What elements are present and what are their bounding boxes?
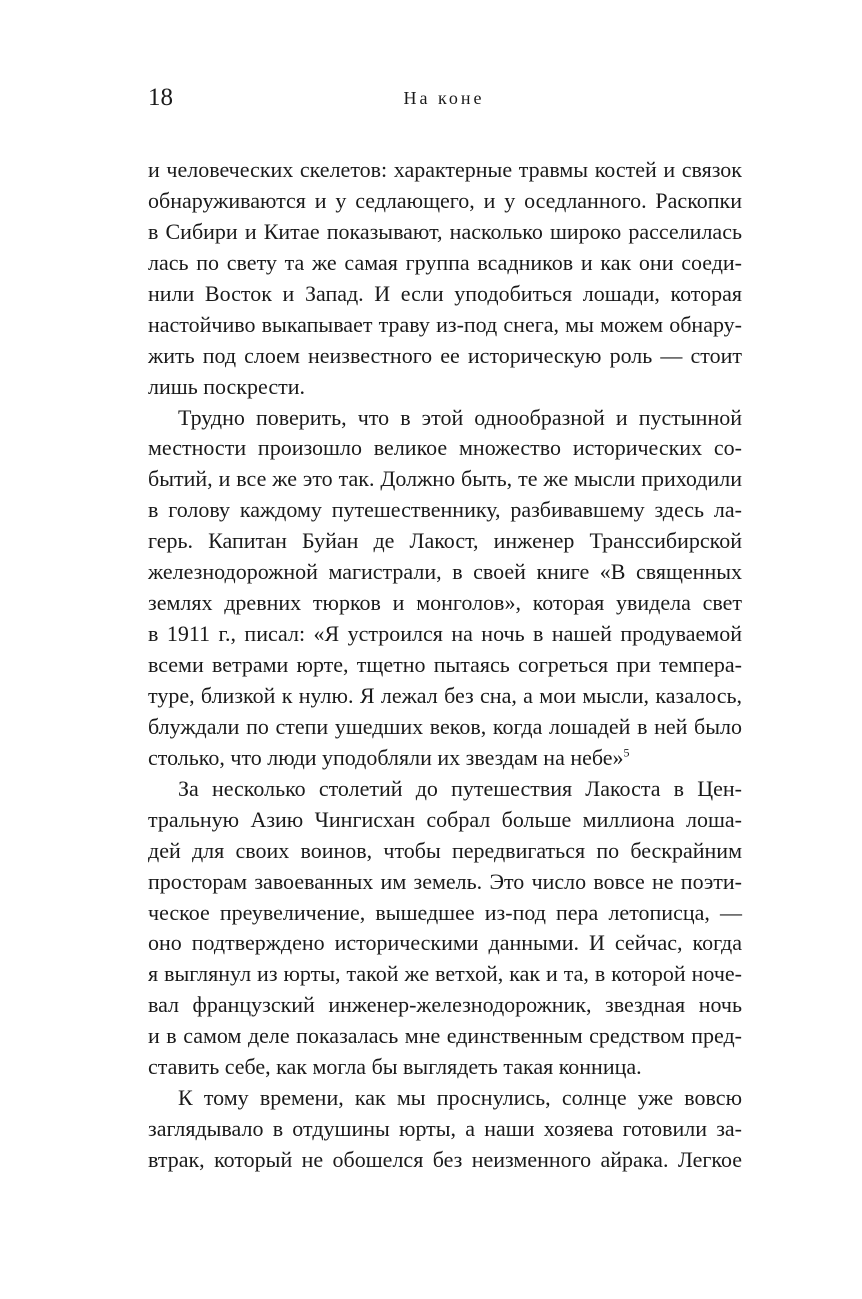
text-line: ческое преувеличение, вышедшее из-под пера летописца, —	[148, 899, 742, 925]
text-line: герь. Капитан Буйан де Лакост, инженер Транссибирской	[148, 528, 742, 554]
text-line: землях древних тюрков и монголов», которая увидела свет	[148, 590, 742, 616]
text-line: в 1911 г., писал: «Я устроился на ночь в нашей продуваемой	[148, 621, 742, 647]
text-line-with-footnote	[148, 743, 742, 774]
text-line: я выглянул из юрты, такой же ветхой, как и та, в которой ноче-	[148, 961, 742, 987]
text-line: заглядывало в отдушины юрты, а наши хозяева готовили за-	[148, 1116, 742, 1142]
text-line: железнодорожной магистрали, в своей книге «В священных	[148, 559, 742, 585]
text-line: туре, близкой к нулю. Я лежал без сна, а мои мысли, казалось,	[148, 682, 742, 708]
text-line: всеми ветрами юрте, тщетно пытаясь согреться при темпера-	[148, 652, 742, 677]
text-line: в Сибири и Китае показывают, насколько широко расселилась	[148, 218, 742, 244]
text-line: лась по свету та же самая группа всадников и как они соеди-	[148, 249, 742, 275]
text-line: настойчиво выкапывает траву из-под снега, мы можем обнару-	[148, 311, 742, 337]
footnote-marker: 5	[623, 745, 630, 760]
text-line: втрак, который не обошелся без неизменного айрака. Легкое	[148, 1147, 742, 1172]
text-line: ставить себе, как могла бы выглядеть такая конница.	[148, 1054, 642, 1080]
text-line: К тому времени, как мы проснулись, солнце уже вовсю	[178, 1085, 742, 1111]
text-line: столько, что люди уподобляли их звездам на небе»	[148, 744, 624, 770]
text-line: дей для своих воинов, чтобы передвигаться по бескрайним	[148, 837, 742, 863]
text-line: просторам завоеванных им земель. Это число вовсе не поэти-	[148, 868, 742, 894]
text-line: нили Восток и Запад. И если уподобиться лошади, которая	[148, 280, 742, 306]
text-line: жить под слоем неизвестного ее историческую роль — стоит	[148, 342, 742, 368]
text-line: обнаруживаются и у седлающего, и у оседланного. Раскопки	[148, 187, 742, 213]
text-line: блуждали по степи ушедших веков, когда лошадей в ней было	[148, 713, 742, 739]
text-line: За несколько столетий до путешествия Лакоста в Цен-	[178, 775, 742, 801]
running-header: На коне	[403, 88, 485, 108]
text-line: и в самом деле показалась мне единственным средством пред-	[148, 1023, 742, 1049]
text-line: местности произошло великое множество исторических со-	[148, 435, 742, 461]
body-text	[148, 155, 742, 1176]
text-line: и человеческих скелетов: характерные травмы костей и связок	[148, 157, 742, 182]
text-line: вал французский инженер-железнодорожник, звездная ночь	[148, 992, 742, 1018]
text-line: Трудно поверить, что в этой однообразной и пустынной	[178, 404, 742, 430]
page-number: 18	[148, 84, 173, 111]
text-line: лишь поскрести.	[148, 373, 305, 399]
text-line: бытий, и все же это так. Должно быть, те же мысли приходили	[148, 466, 742, 492]
text-line: тральную Азию Чингисхан собрал больше миллиона лоша-	[148, 806, 742, 832]
text-line: в голову каждому путешественнику, разбивавшему здесь ла-	[148, 497, 742, 523]
text-line: оно подтверждено историческими данными. И сейчас, когда	[148, 930, 742, 956]
